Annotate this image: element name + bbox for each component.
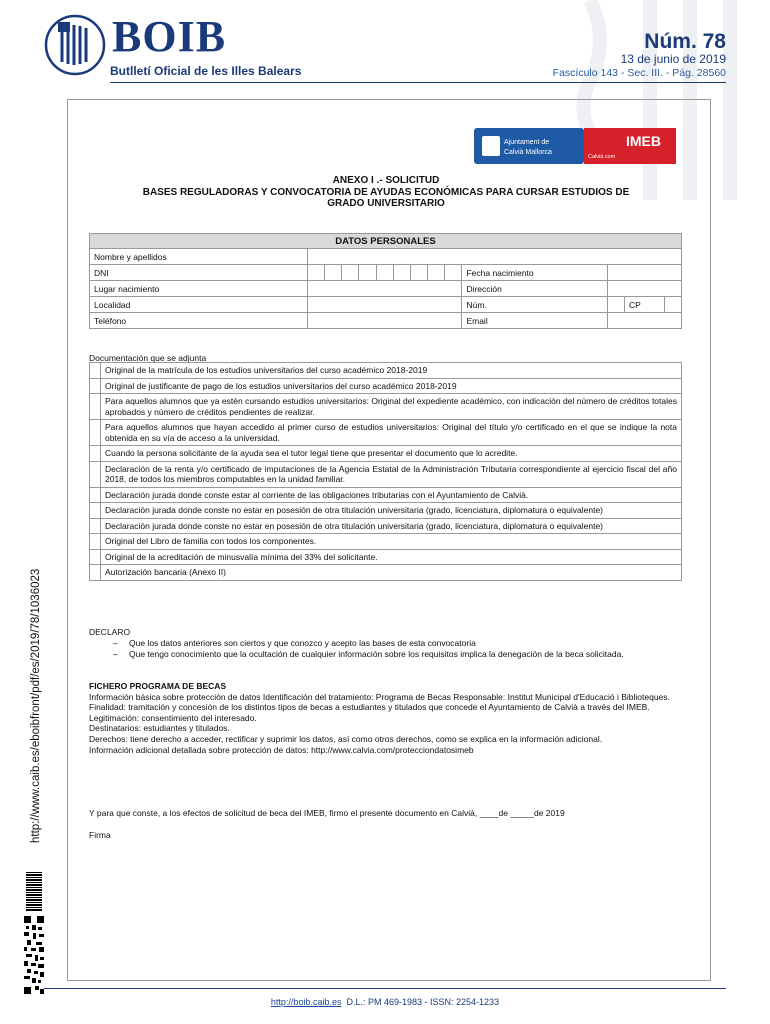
doc-item: Original del Libro de familia con todos los componentes.: [101, 534, 682, 550]
dni-box[interactable]: [393, 265, 410, 281]
personal-data-table: [89, 233, 682, 329]
dni-box[interactable]: [359, 265, 376, 281]
doc-item: Original de la matrícula de los estudios universitarios del curso académico 2018-2019: [101, 363, 682, 379]
doc-item: Autorización bancaria (Anexo II): [101, 565, 682, 581]
dni-box[interactable]: [428, 265, 445, 281]
lugar-field[interactable]: [307, 281, 462, 297]
fichero-line: Destinatarios: estudiantes y titulados.: [89, 723, 230, 734]
brand-subtitle: Butlletí Oficial de les Illes Balears: [110, 64, 302, 78]
doc-item: Declaración jurada donde conste estar al corriente de las obligaciones tributarias con el Ayuntamiento de Calvià.: [101, 487, 682, 503]
nombre-label: Nombre y apellidos: [90, 249, 308, 265]
localidad-label: Localidad: [90, 297, 308, 313]
doc-checkbox[interactable]: [90, 565, 101, 581]
declaro-item: – Que tengo conocimiento que la ocultación de cualquier información sobre los requisitos implica la denegación de la beca solicitada.: [113, 649, 682, 660]
fecha-field[interactable]: [607, 265, 681, 281]
fichero-line: Información adicional detallada sobre protección de datos: http://www.calvia.com/protecciondatosimeb: [89, 744, 474, 755]
title-line-1: ANEXO I .- SOLICITUD: [332, 175, 440, 186]
email-label: Email: [462, 313, 607, 329]
dni-box[interactable]: [307, 265, 324, 281]
doc-checkbox[interactable]: [90, 503, 101, 519]
conste-statement: Y para que conste, a los efectos de solicitud de beca del IMEB, firmo el presente documento en Calvià, ____de _____de 2019: [89, 808, 565, 818]
telefono-label: Teléfono: [90, 313, 308, 329]
fasciculo-info: Fascículo 143 - Sec. III. - Pág. 28560: [552, 67, 726, 79]
dni-box[interactable]: [410, 265, 427, 281]
calvia-com-text: Calvià.com: [588, 154, 616, 160]
doc-item: Para aquellos alumnos que ya estén cursando estudios universitarios: Original del expediente académico, con indicación del número de créditos totales aprobados y número de créditos pendientes de realizar.: [101, 394, 682, 420]
doc-item: Cuando la persona solicitante de la ayuda sea el tutor legal tiene que presentar el documento que lo acredite.: [101, 446, 682, 462]
calvia-text: Calvià Mallorca: [504, 149, 552, 156]
side-url[interactable]: http://www.caib.es/eboibfront/pdf/es/2019/78/1036023: [30, 568, 42, 843]
footer-text: D.L.: PM 469-1983 - ISSN: 2254-1233: [346, 997, 500, 1007]
fichero-line: Legitimación: consentimiento del interesado.: [89, 712, 257, 723]
title-line-2: BASES REGULADORAS Y CONVOCATORIA DE AYUDAS ECONÓMICAS PARA CURSAR ESTUDIOS DE: [142, 186, 630, 198]
doc-checkbox[interactable]: [90, 420, 101, 446]
documentation-table: [89, 362, 682, 581]
dni-label: DNI: [90, 265, 308, 281]
fichero-line: Derechos: tiene derecho a acceder, rectificar y suprimir los datos, así como otros derechos, como se explica en la información adicional.: [89, 733, 603, 744]
fecha-label: Fecha nacimiento: [462, 265, 607, 281]
cp-field[interactable]: [664, 297, 681, 313]
doc-checkbox[interactable]: [90, 394, 101, 420]
fichero-line: Información básica sobre protección de datos Identificación del tratamiento: Programa de Becas Responsable: Institut Municipal d'Educació i Biblioteques.: [89, 691, 670, 702]
doc-checkbox[interactable]: [90, 549, 101, 565]
issue-number: Núm. 78: [644, 30, 726, 53]
dni-box[interactable]: [342, 265, 359, 281]
barcode-icon: [26, 872, 42, 912]
doc-item: Original de la acreditación de minusvalía mínima del 33% del solicitante.: [101, 549, 682, 565]
doc-item: Declaración de la renta y/o certificado de imputaciones de la Agencia Estatal de la Administración Tributaria correspondiente al ejercicio fiscal del año 2018, de todos los miembros computables en la unidad familiar.: [101, 461, 682, 487]
boib-shield-logo: [44, 14, 106, 76]
institution-logos: [474, 128, 676, 164]
lugar-label: Lugar nacimiento: [90, 281, 308, 297]
fichero-section: [89, 681, 682, 755]
qr-code-icon: [24, 916, 44, 994]
doc-item: Declaración jurada donde conste no estar en posesión de otra titulación universitaria (grado, licenciatura, diplomatura o equivalente): [101, 518, 682, 534]
firma-label: Firma: [89, 830, 111, 840]
footer-divider: [44, 988, 726, 989]
doc-item: Original de justificante de pago de los estudios universitarios del curso académico 2018-2019: [101, 378, 682, 394]
document-title: [85, 175, 687, 210]
cp-label: CP: [624, 297, 664, 313]
ajuntament-text: Ajuntament de: [504, 139, 550, 146]
email-field[interactable]: [607, 313, 681, 329]
fichero-heading: FICHERO PROGRAMA DE BECAS: [89, 681, 227, 691]
title-line-3: GRADO UNIVERSITARIO: [327, 198, 445, 209]
doc-item: Para aquellos alumnos que hayan accedido al primer curso de estudios universitarios: Original del título y/o certificado en el que se indique la nota obtenida en su vía de acceso a la universidad.: [101, 420, 682, 446]
declaro-section: [89, 627, 682, 660]
doc-checkbox[interactable]: [90, 446, 101, 462]
dni-box[interactable]: [376, 265, 393, 281]
issue-date: 13 de junio de 2019: [620, 52, 726, 66]
doc-checkbox[interactable]: [90, 518, 101, 534]
doc-checkbox[interactable]: [90, 378, 101, 394]
declaro-heading: DECLARO: [89, 627, 131, 637]
num-label: Núm.: [462, 297, 607, 313]
doc-item: Declaración jurada donde conste no estar en posesión de otra titulación universitaria (grado, licenciatura, diplomatura o equivalente): [101, 503, 682, 519]
footer-link[interactable]: http://boib.caib.es: [270, 997, 342, 1007]
dni-box[interactable]: [324, 265, 341, 281]
telefono-field[interactable]: [307, 313, 462, 329]
localidad-field[interactable]: [307, 297, 462, 313]
nombre-field[interactable]: [307, 249, 681, 265]
direccion-label: Dirección: [462, 281, 607, 297]
fichero-line: Finalidad: tramitación y concesión de los distintos tipos de becas a estudiantes y titulados que concede el Ayuntamiento de Calvià a través del IMEB.: [89, 702, 650, 713]
personal-data-heading: DATOS PERSONALES: [90, 234, 682, 249]
footer: [0, 997, 770, 1007]
doc-checkbox[interactable]: [90, 461, 101, 487]
brand-title: BOIB: [112, 12, 227, 61]
doc-checkbox[interactable]: [90, 363, 101, 379]
documentation-label: Documentación que se adjunta: [89, 353, 207, 363]
doc-checkbox[interactable]: [90, 487, 101, 503]
header-divider: [110, 82, 726, 83]
imeb-text: IMEB: [626, 133, 661, 149]
doc-checkbox[interactable]: [90, 534, 101, 550]
declaro-item: – Que los datos anteriores son ciertos y que conozco y acepto las bases de esta convocatoria: [113, 638, 682, 649]
direccion-field[interactable]: [607, 281, 681, 297]
dni-box[interactable]: [445, 265, 462, 281]
num-field[interactable]: [607, 297, 624, 313]
